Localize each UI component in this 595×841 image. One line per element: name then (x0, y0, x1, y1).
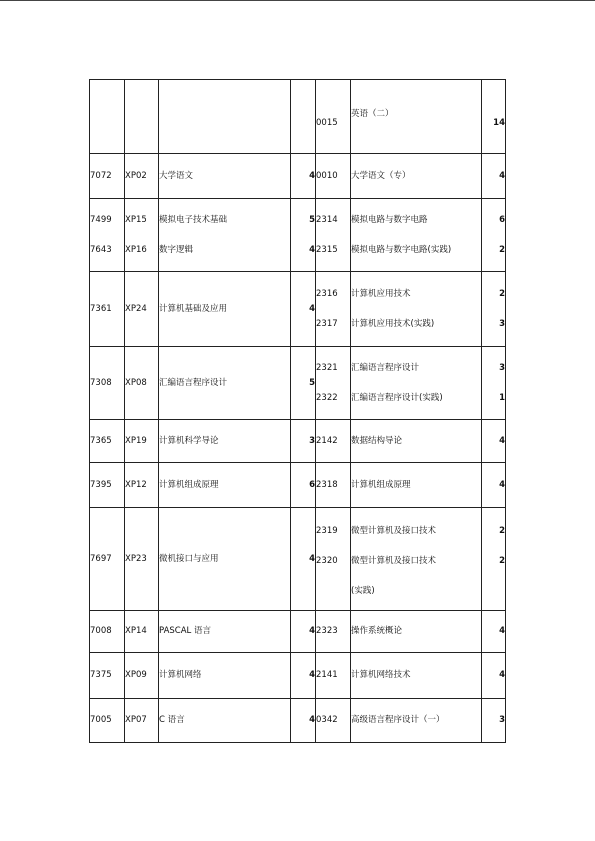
school-course-code-line: XP15 (125, 214, 147, 225)
exam-course-name-line: 汇编语言程序设计(实践) (351, 392, 443, 403)
school-course-code-cell: XP14 (125, 611, 159, 653)
school-course-name-cell: 微机接口与应用 (159, 508, 291, 611)
school-code-cell: 7008 (90, 611, 125, 653)
school-course-name-cell: 计算机基础及应用 (159, 272, 291, 347)
exam-course-code-line: 2319 (316, 525, 338, 536)
exam-credit-cell: 14 (482, 80, 506, 154)
page-top-rule (0, 0, 595, 1)
school-course-name-cell: C 语言 (159, 699, 291, 743)
school-code-cell: 7395 (90, 463, 125, 508)
school-code-cell (90, 199, 125, 272)
exam-credit-line: 3 (499, 362, 505, 373)
exam-credit-cell: 4 (482, 420, 506, 463)
exam-credit-line: 2 (499, 525, 505, 536)
school-credit-cell (291, 199, 316, 272)
exam-credit-line: 1 (499, 392, 505, 403)
table-row (90, 80, 506, 154)
exam-course-name-cell: 计算机网络技术 (351, 653, 482, 699)
school-course-code-line: XP16 (125, 244, 147, 255)
school-credit-cell: 4 (291, 611, 316, 653)
exam-credit-cell: 4 (482, 154, 506, 199)
school-credit-cell: 6 (291, 463, 316, 508)
table-row (90, 699, 506, 743)
exam-credit-line: 2 (499, 244, 505, 255)
exam-course-name-cell (351, 272, 482, 347)
exam-course-name-line: 计算机应用技术 (351, 288, 411, 299)
school-credit-cell: 3 (291, 420, 316, 463)
school-course-code-cell: XP23 (125, 508, 159, 611)
exam-credit-cell (482, 347, 506, 420)
school-course-name-line: 模拟电子技术基础 (159, 214, 228, 225)
exam-course-name-cell: 大学语文（专） (351, 154, 482, 199)
school-credit-line: 5 (309, 214, 315, 225)
table-row (90, 199, 506, 272)
exam-credit-line: 2 (499, 555, 505, 566)
table-row (90, 611, 506, 653)
school-course-code-cell: XP12 (125, 463, 159, 508)
exam-course-name-cell: 操作系统概论 (351, 611, 482, 653)
school-course-code-cell: XP09 (125, 653, 159, 699)
table-row (90, 272, 506, 347)
exam-course-name-cell (351, 347, 482, 420)
table-row (90, 653, 506, 699)
school-credit-cell: 4 (291, 699, 316, 743)
school-code-cell (90, 80, 125, 154)
exam-course-code-cell (316, 272, 351, 347)
school-course-name-cell: 大学语文 (159, 154, 291, 199)
school-course-name-cell: 汇编语言程序设计 (159, 347, 291, 420)
exam-course-code-cell: 0010 (316, 154, 351, 199)
exam-course-code-line: 2321 (316, 362, 338, 373)
exam-course-name-line: 模拟电路与数字电路 (351, 214, 428, 225)
school-code-cell: 7365 (90, 420, 125, 463)
exam-course-code-cell: 2141 (316, 653, 351, 699)
school-course-name-cell (159, 80, 291, 154)
exam-course-name-line: 微型计算机及接口技术 (351, 555, 437, 566)
school-course-name-line: 数字逻辑 (159, 244, 194, 255)
school-credit-cell: 5 (291, 347, 316, 420)
school-course-code-cell (125, 199, 159, 272)
exam-credit-cell: 4 (482, 653, 506, 699)
school-code-cell: 7072 (90, 154, 125, 199)
school-course-code-cell (125, 80, 159, 154)
table-row (90, 508, 506, 611)
school-credit-cell: 4 (291, 272, 316, 347)
school-credit-cell: 4 (291, 653, 316, 699)
exam-credit-cell: 3 (482, 699, 506, 743)
table-row (90, 154, 506, 199)
school-course-code-cell: XP24 (125, 272, 159, 347)
exam-course-code-line: 2320 (316, 555, 338, 566)
exam-credit-cell (482, 199, 506, 272)
exam-course-code-cell (316, 347, 351, 420)
exam-course-code-cell: 2323 (316, 611, 351, 653)
school-course-name-cell: 计算机网络 (159, 653, 291, 699)
exam-course-code-line: 2314 (316, 214, 338, 225)
school-course-name-cell: 计算机组成原理 (159, 463, 291, 508)
school-code-cell: 7005 (90, 699, 125, 743)
school-course-name-cell: PASCAL 语言 (159, 611, 291, 653)
exam-course-name-cell: 英语（二） (351, 80, 482, 154)
school-code-cell: 7308 (90, 347, 125, 420)
exam-course-code-line: 2316 (316, 288, 338, 299)
course-equivalence-table (89, 79, 506, 743)
exam-course-code-line: 2322 (316, 392, 338, 403)
school-course-code-cell: XP19 (125, 420, 159, 463)
school-code-cell: 7361 (90, 272, 125, 347)
exam-course-name-cell (351, 508, 482, 611)
exam-course-name-line: 微型计算机及接口技术 (351, 525, 437, 536)
school-credit-line: 4 (309, 244, 315, 255)
exam-course-code-line: 2315 (316, 244, 338, 255)
exam-course-code-cell (316, 199, 351, 272)
school-code-cell: 7697 (90, 508, 125, 611)
school-credit-cell (291, 80, 316, 154)
school-course-code-cell: XP08 (125, 347, 159, 420)
school-course-code-cell: XP02 (125, 154, 159, 199)
exam-course-code-cell (316, 508, 351, 611)
school-code-cell: 7375 (90, 653, 125, 699)
school-credit-cell: 4 (291, 154, 316, 199)
exam-course-name-line: 模拟电路与数字电路(实践) (351, 244, 452, 255)
exam-course-name-line: (实践) (351, 585, 375, 596)
school-code-line: 7499 (90, 214, 112, 225)
exam-credit-cell: 4 (482, 463, 506, 508)
school-credit-cell: 4 (291, 508, 316, 611)
exam-course-code-cell: 2142 (316, 420, 351, 463)
exam-credit-line: 2 (499, 288, 505, 299)
exam-course-name-line: 计算机应用技术(实践) (351, 318, 435, 329)
table-row (90, 463, 506, 508)
school-course-name-cell: 计算机科学导论 (159, 420, 291, 463)
table-row (90, 420, 506, 463)
exam-course-name-cell: 数据结构导论 (351, 420, 482, 463)
exam-credit-line: 3 (499, 318, 505, 329)
school-code-line: 7643 (90, 244, 112, 255)
exam-course-code-cell: 2318 (316, 463, 351, 508)
table-row (90, 347, 506, 420)
exam-credit-line: 6 (499, 214, 505, 225)
exam-course-name-cell: 计算机组成原理 (351, 463, 482, 508)
exam-credit-cell: 4 (482, 611, 506, 653)
exam-course-code-line: 2317 (316, 318, 338, 329)
exam-course-code-cell: 0342 (316, 699, 351, 743)
exam-credit-cell (482, 508, 506, 611)
exam-course-name-cell (351, 199, 482, 272)
exam-course-code-cell: 0015 (316, 80, 351, 154)
exam-course-name-line: 汇编语言程序设计 (351, 362, 420, 373)
school-course-code-cell: XP07 (125, 699, 159, 743)
exam-credit-cell (482, 272, 506, 347)
exam-course-name-cell: 高级语言程序设计（一） (351, 699, 482, 743)
school-course-name-cell (159, 199, 291, 272)
